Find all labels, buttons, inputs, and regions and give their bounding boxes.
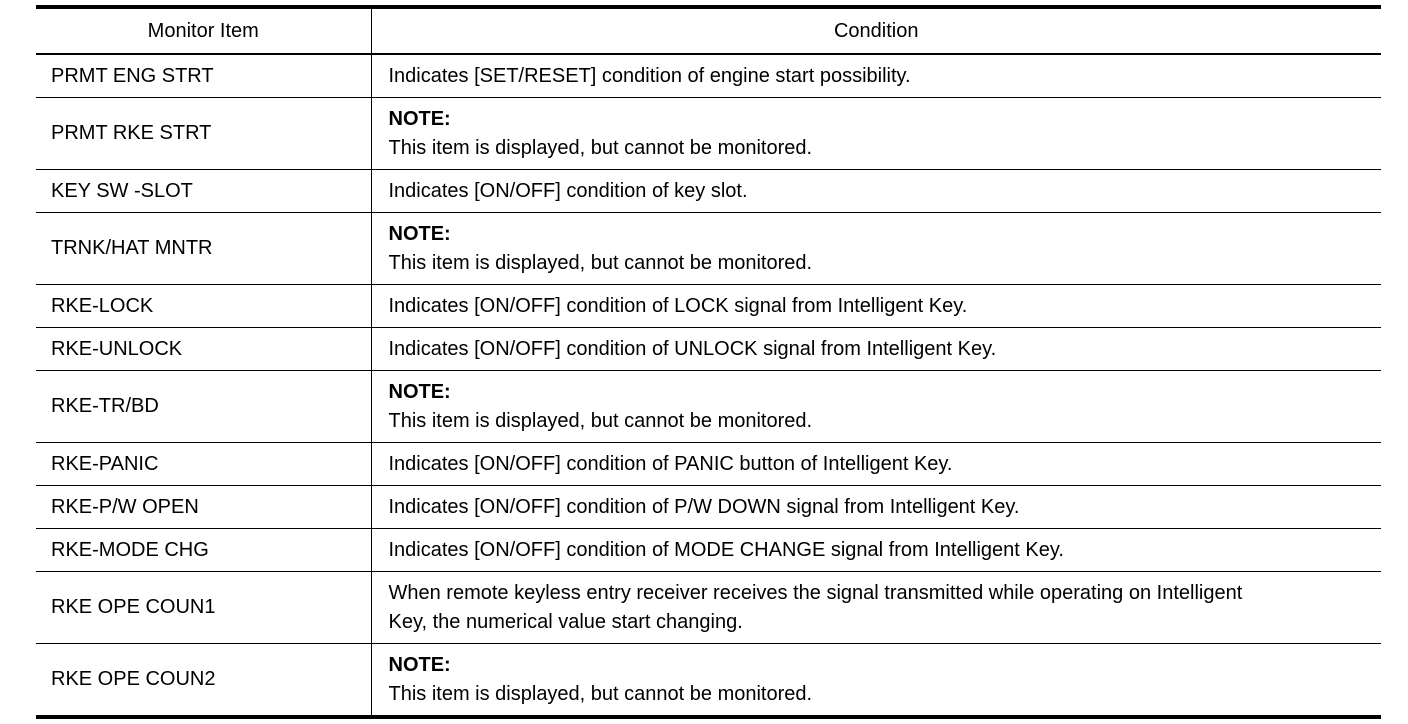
table-row <box>36 170 1381 213</box>
condition-cell <box>371 486 1381 529</box>
condition-cell <box>371 54 1381 98</box>
note-label: NOTE: <box>388 380 451 403</box>
condition-text: Indicates [ON/OFF] condition of MODE CHANGE signal from Intelligent Key. <box>388 538 1064 561</box>
monitor-item-cell: RKE-PANIC <box>36 443 371 486</box>
condition-text: This item is displayed, but cannot be monitored. <box>388 409 813 432</box>
condition-cell <box>371 170 1381 213</box>
table-header-row <box>36 7 1381 54</box>
monitor-item-cell: RKE-TR/BD <box>36 371 371 443</box>
table-row <box>36 486 1381 529</box>
table-row <box>36 529 1381 572</box>
condition-text: This item is displayed, but cannot be monitored. <box>388 251 813 274</box>
table-row <box>36 644 1381 718</box>
condition-text: Indicates [ON/OFF] condition of UNLOCK signal from Intelligent Key. <box>388 337 997 360</box>
table-body <box>36 54 1381 717</box>
condition-text: Indicates [ON/OFF] condition of key slot. <box>388 179 748 202</box>
condition-cell <box>371 371 1381 443</box>
condition-text: Indicates [SET/RESET] condition of engine start possibility. <box>388 64 911 87</box>
monitor-item-cell: TRNK/HAT MNTR <box>36 213 371 285</box>
monitor-item-cell: RKE-MODE CHG <box>36 529 371 572</box>
table-row <box>36 443 1381 486</box>
monitor-item-table <box>36 5 1381 719</box>
monitor-item-cell: RKE-UNLOCK <box>36 328 371 371</box>
monitor-item-cell: RKE-P/W OPEN <box>36 486 371 529</box>
header-monitor-item: Monitor Item <box>36 7 371 54</box>
condition-cell <box>371 572 1381 644</box>
monitor-item-cell: PRMT ENG STRT <box>36 54 371 98</box>
condition-text: Indicates [ON/OFF] condition of LOCK signal from Intelligent Key. <box>388 294 968 317</box>
condition-text: This item is displayed, but cannot be monitored. <box>388 136 813 159</box>
condition-cell <box>371 213 1381 285</box>
monitor-item-cell: KEY SW -SLOT <box>36 170 371 213</box>
table-row <box>36 213 1381 285</box>
monitor-item-cell: RKE OPE COUN2 <box>36 644 371 718</box>
monitor-item-cell: RKE-LOCK <box>36 285 371 328</box>
table-row <box>36 98 1381 170</box>
condition-cell <box>371 529 1381 572</box>
condition-text: Indicates [ON/OFF] condition of PANIC button of Intelligent Key. <box>388 452 953 475</box>
table-row <box>36 572 1381 644</box>
condition-cell <box>371 328 1381 371</box>
table-row <box>36 54 1381 98</box>
condition-text: Indicates [ON/OFF] condition of P/W DOWN signal from Intelligent Key. <box>388 495 1020 518</box>
note-label: NOTE: <box>388 107 451 130</box>
table-row <box>36 285 1381 328</box>
condition-cell <box>371 644 1381 718</box>
condition-cell <box>371 285 1381 328</box>
condition-text: When remote keyless entry receiver receives the signal transmitted while operating on Intelligent <box>388 581 1243 604</box>
table-row <box>36 328 1381 371</box>
table-row <box>36 371 1381 443</box>
note-label: NOTE: <box>388 222 451 245</box>
condition-text: Key, the numerical value start changing. <box>388 610 743 633</box>
condition-cell <box>371 443 1381 486</box>
header-condition: Condition <box>371 7 1381 54</box>
condition-cell <box>371 98 1381 170</box>
monitor-item-cell: RKE OPE COUN1 <box>36 572 371 644</box>
monitor-item-cell: PRMT RKE STRT <box>36 98 371 170</box>
condition-text: This item is displayed, but cannot be monitored. <box>388 682 813 705</box>
note-label: NOTE: <box>388 653 451 676</box>
